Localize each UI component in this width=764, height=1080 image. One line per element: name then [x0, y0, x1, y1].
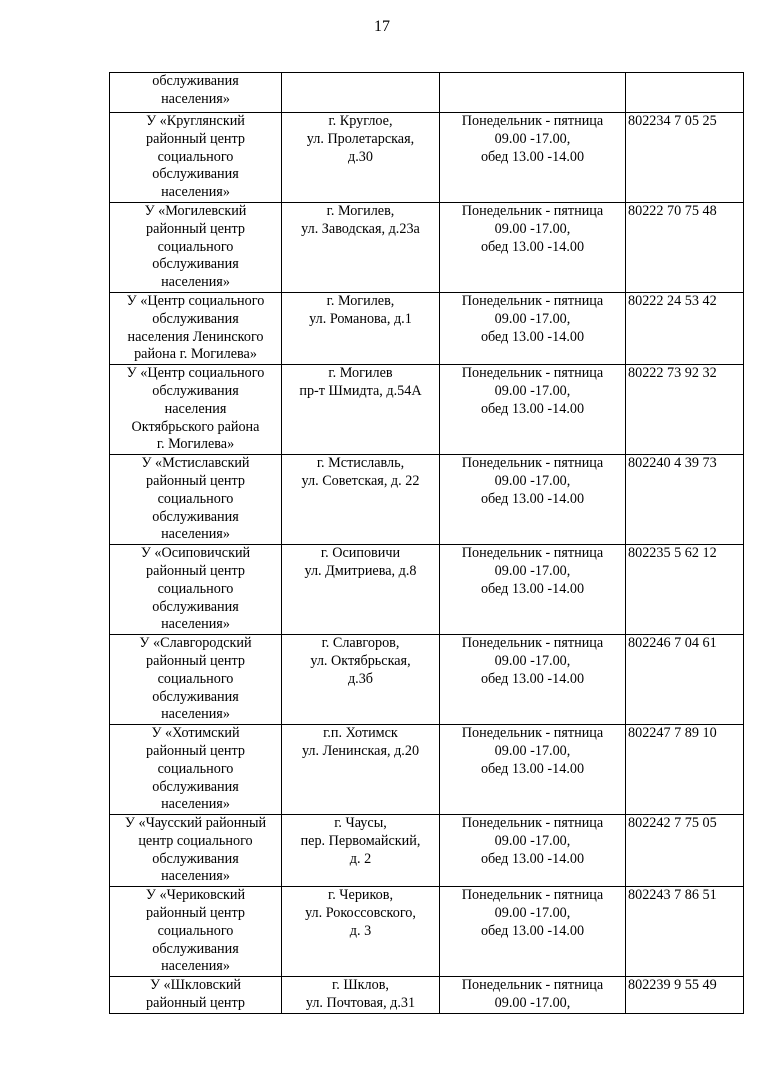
phone-cell — [626, 977, 744, 1014]
working-hours-cell — [440, 365, 626, 455]
page-number: 17 — [374, 18, 390, 35]
institution-name-line: обслуживания — [152, 256, 239, 273]
table-row — [110, 725, 744, 815]
working-hours-line: 09.00 -17.00, — [494, 220, 571, 237]
institution-name-line: У «Славгородский — [139, 635, 252, 652]
phone-cell — [626, 887, 744, 977]
table-row — [110, 73, 744, 113]
institution-name-cell — [110, 815, 282, 887]
phone-number: 802234 7 05 25 — [628, 113, 717, 129]
phone-cell — [626, 815, 744, 887]
phone-number: 80222 73 92 32 — [628, 365, 717, 382]
working-hours-line: 09.00 -17.00, — [494, 382, 571, 399]
institution-name-line: населения Ленинского — [127, 328, 264, 345]
working-hours-line: 09.00 -17.00, — [494, 995, 571, 1012]
institution-name-line: социального — [157, 580, 234, 597]
address-line: г.п. Хотимск — [323, 725, 398, 742]
phone-number: 802246 7 04 61 — [628, 635, 717, 652]
phone-cell — [626, 113, 744, 203]
working-hours-cell — [440, 545, 626, 635]
address-cell — [282, 725, 440, 815]
working-hours-line: Понедельник - пятница — [461, 635, 604, 652]
institution-name-line: обслуживания — [152, 598, 239, 615]
working-hours-line: обед 13.00 -14.00 — [480, 670, 585, 687]
institution-name-line: У «Могилевский — [144, 203, 247, 219]
institution-name-line: района г. Могилева» — [134, 346, 257, 363]
institution-name-cell — [110, 635, 282, 725]
phone-cell — [626, 203, 744, 293]
address-line: ул. Рокоссовского, — [305, 905, 416, 922]
institution-name-line: населения» — [161, 616, 230, 633]
institution-name-line: обслуживания — [152, 166, 239, 183]
institution-name-cell — [110, 73, 282, 113]
working-hours-cell — [440, 887, 626, 977]
address-line: г. Могилев — [328, 365, 393, 382]
institution-name-line: социального — [157, 670, 234, 687]
table-row — [110, 455, 744, 545]
institution-name-line: обслуживания — [152, 850, 239, 867]
institution-name-cell — [110, 365, 282, 455]
table-row — [110, 292, 744, 364]
institution-name-line: У «Чериковский — [145, 887, 246, 904]
institution-name-line: У «Центр социального — [126, 292, 265, 309]
address-line: г. Круглое, — [328, 113, 393, 129]
address-line: г. Могилев, — [326, 203, 395, 219]
working-hours-line: обед 13.00 -14.00 — [480, 490, 585, 507]
address-line: ул. Октябрьская, — [310, 652, 411, 669]
institution-name-cell — [110, 725, 282, 815]
working-hours-line: обед 13.00 -14.00 — [480, 580, 585, 597]
address-line: д.30 — [348, 148, 373, 165]
working-hours-line: Понедельник - пятница — [461, 815, 604, 832]
address-cell — [282, 887, 440, 977]
institution-name-line: населения» — [161, 90, 230, 107]
institution-name-cell — [110, 203, 282, 293]
address-line: г. Чаусы, — [334, 815, 387, 832]
contacts-table — [109, 72, 744, 1014]
working-hours-line: Понедельник - пятница — [461, 113, 604, 129]
institution-name-line: Октябрьского района — [131, 418, 260, 435]
institution-name-line: населения» — [161, 274, 230, 291]
institution-name-line: районный центр — [146, 220, 245, 237]
working-hours-line: обед 13.00 -14.00 — [480, 922, 585, 939]
institution-name-line: районный центр — [146, 562, 245, 579]
institution-name-line: населения» — [161, 868, 230, 885]
working-hours-cell — [440, 635, 626, 725]
working-hours-line: Понедельник - пятница — [461, 887, 604, 904]
institution-name-line: районный центр — [146, 905, 245, 922]
institution-name-line: обслуживания — [152, 940, 239, 957]
address-line: г. Славгоров, — [321, 635, 400, 652]
working-hours-line: 09.00 -17.00, — [494, 130, 571, 147]
address-line: г. Могилев, — [326, 292, 395, 309]
address-cell — [282, 635, 440, 725]
working-hours-line: Понедельник - пятница — [461, 365, 604, 382]
working-hours-cell — [440, 73, 626, 113]
institution-name-cell — [110, 292, 282, 364]
institution-name-line: У «Хотимский — [151, 725, 240, 742]
contacts-table-body — [110, 73, 744, 1014]
institution-name-line: районный центр — [146, 652, 245, 669]
institution-name-line: населения — [164, 400, 227, 417]
address-cell — [282, 73, 440, 113]
working-hours-line: обед 13.00 -14.00 — [480, 850, 585, 867]
working-hours-cell — [440, 203, 626, 293]
institution-name-line: районный центр — [146, 995, 245, 1012]
institution-name-line: У «Чаусский районный — [124, 815, 267, 832]
phone-number: 802247 7 89 10 — [628, 725, 717, 742]
phone-number: 802243 7 86 51 — [628, 887, 717, 904]
institution-name-line: обслуживания — [152, 688, 239, 705]
address-cell — [282, 365, 440, 455]
address-line: ул. Заводская, д.23а — [301, 220, 420, 237]
table-row — [110, 977, 744, 1014]
phone-cell — [626, 365, 744, 455]
working-hours-line: 09.00 -17.00, — [494, 742, 571, 759]
address-cell — [282, 113, 440, 203]
institution-name-cell — [110, 113, 282, 203]
working-hours-line: Понедельник - пятница — [461, 455, 604, 472]
institution-name-line: У «Осиповичский — [140, 545, 251, 562]
working-hours-cell — [440, 725, 626, 815]
working-hours-cell — [440, 455, 626, 545]
address-cell — [282, 815, 440, 887]
address-cell — [282, 292, 440, 364]
institution-name-line: У «Мстиславский — [141, 455, 250, 472]
address-line: ул. Дмитриева, д.8 — [304, 562, 417, 579]
phone-number: 802240 4 39 73 — [628, 455, 717, 472]
institution-name-line: районный центр — [146, 130, 245, 147]
institution-name-line: населения» — [161, 526, 230, 543]
table-row — [110, 365, 744, 455]
working-hours-line: 09.00 -17.00, — [494, 310, 571, 327]
address-cell — [282, 977, 440, 1014]
working-hours-line: обед 13.00 -14.00 — [480, 328, 585, 345]
institution-name-line: социального — [157, 922, 234, 939]
institution-name-line: У «Круглянский — [146, 113, 245, 129]
institution-name-cell — [110, 545, 282, 635]
institution-name-line: обслуживания — [152, 73, 239, 89]
institution-name-cell — [110, 977, 282, 1014]
institution-name-line: обслуживания — [152, 778, 239, 795]
working-hours-line: обед 13.00 -14.00 — [480, 760, 585, 777]
working-hours-line: 09.00 -17.00, — [494, 652, 571, 669]
institution-name-line: населения» — [161, 958, 230, 975]
phone-cell — [626, 725, 744, 815]
address-line: ул. Советская, д. 22 — [301, 472, 420, 489]
table-row — [110, 887, 744, 977]
working-hours-cell — [440, 977, 626, 1014]
working-hours-line: обед 13.00 -14.00 — [480, 148, 585, 165]
phone-number: 80222 24 53 42 — [628, 292, 717, 309]
address-cell — [282, 203, 440, 293]
address-cell — [282, 545, 440, 635]
working-hours-line: Понедельник - пятница — [461, 977, 604, 994]
working-hours-line: 09.00 -17.00, — [494, 562, 571, 579]
institution-name-line: г. Могилева» — [156, 436, 235, 453]
working-hours-line: Понедельник - пятница — [461, 203, 604, 219]
address-line: ул. Почтовая, д.31 — [305, 995, 416, 1012]
institution-name-line: населения» — [161, 184, 230, 201]
address-line: г. Чериков, — [327, 887, 394, 904]
institution-name-line: У «Центр социального — [126, 365, 265, 382]
institution-name-line: социального — [157, 238, 234, 255]
institution-name-cell — [110, 455, 282, 545]
institution-name-line: обслуживания — [152, 382, 239, 399]
working-hours-line: Понедельник - пятница — [461, 292, 604, 309]
table-row — [110, 113, 744, 203]
table-row — [110, 545, 744, 635]
institution-name-line: социального — [157, 148, 234, 165]
phone-cell — [626, 292, 744, 364]
phone-number: 802239 9 55 49 — [628, 977, 717, 994]
phone-number: 802242 7 75 05 — [628, 815, 717, 832]
working-hours-line: обед 13.00 -14.00 — [480, 400, 585, 417]
institution-name-line: населения» — [161, 796, 230, 813]
institution-name-line: социального — [157, 760, 234, 777]
address-line: пер. Первомайский, — [300, 832, 421, 849]
phone-cell — [626, 73, 744, 113]
working-hours-cell — [440, 292, 626, 364]
working-hours-cell — [440, 113, 626, 203]
phone-number: 802235 5 62 12 — [628, 545, 717, 562]
working-hours-line: Понедельник - пятница — [461, 725, 604, 742]
address-line: д.3б — [347, 670, 374, 687]
address-line: г. Осиповичи — [320, 545, 401, 562]
institution-name-line: населения» — [161, 706, 230, 723]
working-hours-line: 09.00 -17.00, — [494, 905, 571, 922]
address-line: ул. Пролетарская, — [306, 130, 415, 147]
address-line: ул. Романова, д.1 — [309, 310, 412, 327]
table-row — [110, 203, 744, 293]
working-hours-line: 09.00 -17.00, — [494, 832, 571, 849]
institution-name-line: социального — [157, 490, 234, 507]
phone-cell — [626, 635, 744, 725]
address-line: пр-т Шмидта, д.54А — [299, 382, 422, 399]
address-line: г. Мстиславль, — [316, 455, 405, 472]
institution-name-line: обслуживания — [152, 310, 239, 327]
working-hours-line: 09.00 -17.00, — [494, 472, 571, 489]
institution-name-line: центр социального — [138, 832, 253, 849]
institution-name-line: обслуживания — [152, 508, 239, 525]
address-line: д. 2 — [349, 850, 372, 867]
working-hours-line: обед 13.00 -14.00 — [480, 238, 585, 255]
working-hours-cell — [440, 815, 626, 887]
institution-name-line: У «Шкловский — [149, 977, 242, 994]
table-row — [110, 635, 744, 725]
address-line: д. 3 — [349, 922, 372, 939]
institution-name-line: районный центр — [146, 742, 245, 759]
institution-name-cell — [110, 887, 282, 977]
phone-cell — [626, 455, 744, 545]
phone-number: 80222 70 75 48 — [628, 203, 717, 219]
address-cell — [282, 455, 440, 545]
address-line: ул. Ленинская, д.20 — [301, 742, 420, 759]
working-hours-line: Понедельник - пятница — [461, 545, 604, 562]
phone-cell — [626, 545, 744, 635]
table-row — [110, 815, 744, 887]
address-line: г. Шклов, — [332, 977, 389, 994]
institution-name-line: районный центр — [146, 472, 245, 489]
